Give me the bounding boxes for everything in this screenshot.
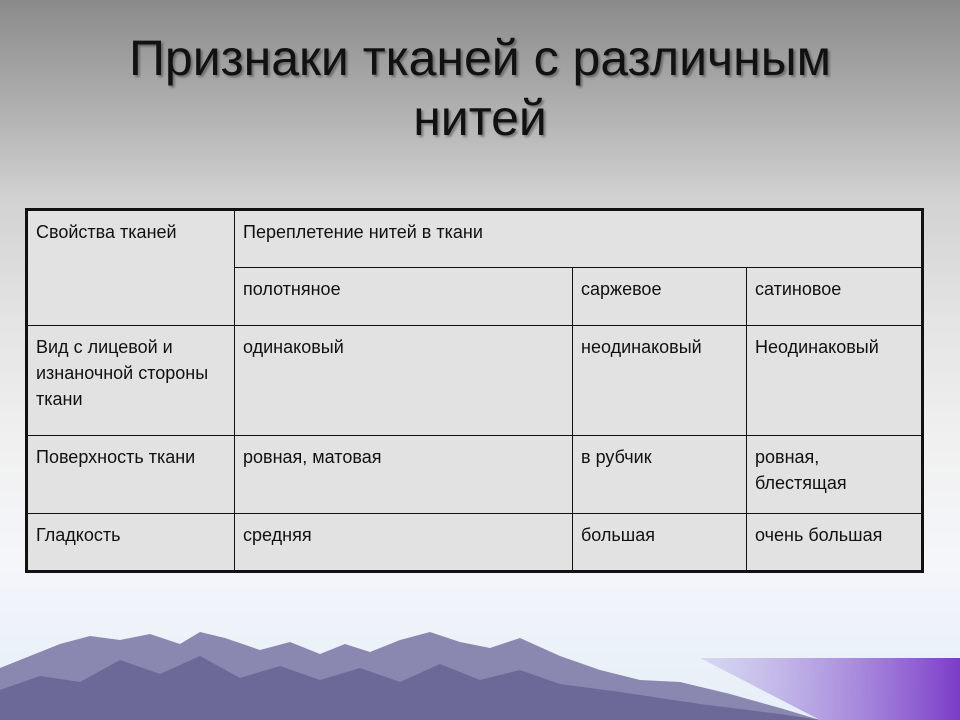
value-cell: одинаковый (235, 326, 573, 436)
value-cell: очень большая (747, 514, 923, 572)
property-cell: Поверхность ткани (27, 436, 235, 514)
table-row (27, 326, 923, 436)
table-row (27, 514, 923, 572)
value-cell: Неодинаковый (747, 326, 923, 436)
value-cell: неодинаковый (573, 326, 747, 436)
weave-type-satin: сатиновое (747, 268, 923, 326)
value-cell: в рубчик (573, 436, 747, 514)
value-cell: большая (573, 514, 747, 572)
table-header-row (27, 210, 923, 268)
weave-header-cell: Переплетение нитей в ткани (235, 210, 923, 268)
properties-header-cell: Свойства тканей (27, 210, 235, 326)
mountain-background (0, 620, 960, 720)
slide-title-line-2: нитей (413, 90, 547, 146)
property-cell: Гладкость (27, 514, 235, 572)
weave-type-plain: полотняное (235, 268, 573, 326)
fabric-properties-table (25, 208, 924, 573)
value-cell: средняя (235, 514, 573, 572)
table-row (27, 436, 923, 514)
value-cell: ровная, блестящая (747, 436, 923, 514)
slide-title (0, 28, 960, 148)
slide-title-line-1: Признаки тканей с различным (128, 30, 832, 86)
value-cell: ровная, матовая (235, 436, 573, 514)
weave-type-twill: саржевое (573, 268, 747, 326)
property-cell: Вид с лицевой и изнаночной стороны ткани (27, 326, 235, 436)
